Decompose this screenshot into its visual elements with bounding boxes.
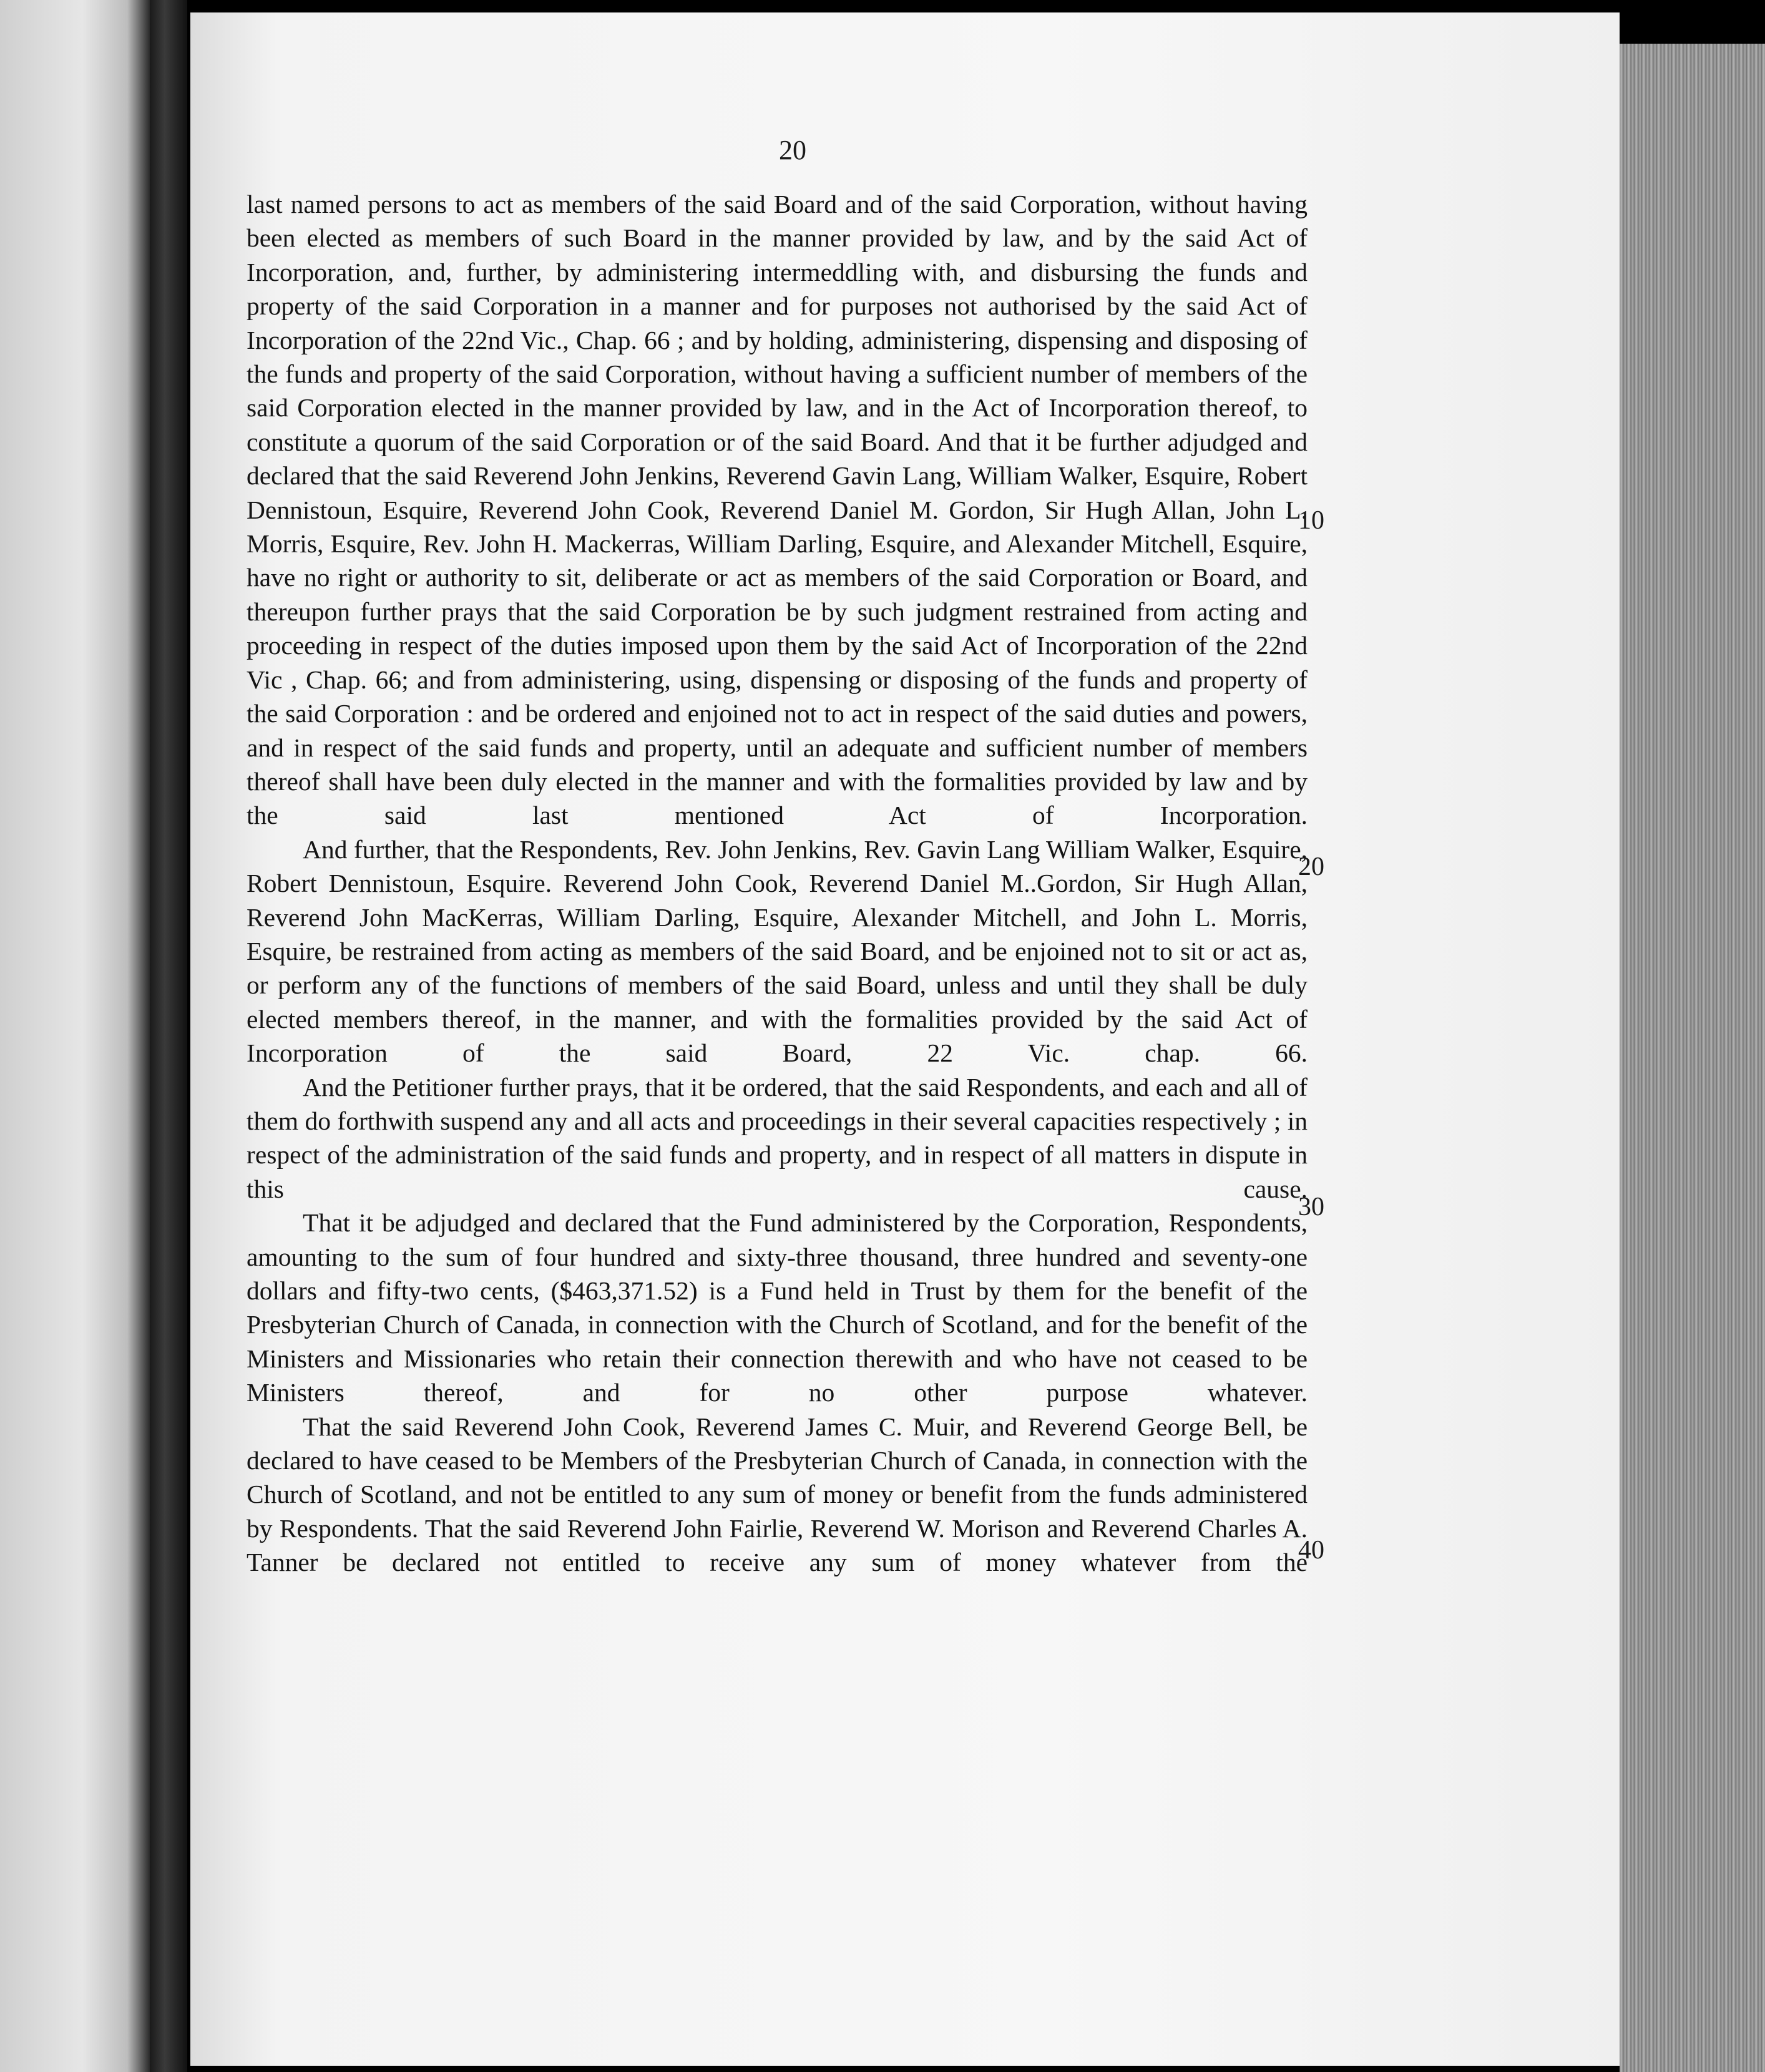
page-number: 20	[779, 135, 806, 165]
line-number-20: 20	[1298, 853, 1324, 881]
body-text	[247, 187, 1308, 1580]
paragraph-4: That it be adjudged and declared that the Fund administered by the Corporation, Respondents, amounting to the sum of four hundred and sixty-three thousand, three hundred and seventy-one dollars and fifty-two cents, ($463,371.52) is a Fund held in Trust by them for the benefit of the Presbyterian Church of Canada, in connection with the Church of Scotland, and for the benefit of the Ministers and Missionaries who retain their connection therewith and who have not ceased to be Ministers thereof, and for no other purpose whatever.	[247, 1208, 1308, 1407]
paragraph-3: And the Petitioner further prays, that it be ordered, that the said Respondents, and each and all of them do forthwith suspend any and all acts and proceedings in their several capacities respectively ; in respect of the administration of the said funds and property, and in respect of all matters in dispute in this cause.	[247, 1072, 1308, 1203]
paragraph-1: last named persons to act as members of the said Board and of the said Corporation, without having been elected as members of such Board in the manner provided by law, and by the said Act of Incorporation, and, further, by administering intermeddling with, and disbursing the funds and property of the said Corporation in a manner and for purposes not authorised by the said Act of Incorporation of the 22nd Vic., Chap. 66 ; and by holding, administering, dispensing and disposing of the funds and property of the said Corporation, without having a sufficient number of members of the said Corporation elected in the manner provided by law, and in the Act of Incorporation thereof, to constitute a quorum of the said Corporation or of the said Board. And that it be further adjudged and declared that the said Reverend John Jenkins, Reverend Gavin Lang, William Walker, Esquire, Robert Dennistoun, Esquire, Reverend John Cook, Reverend Daniel M. Gordon, Sir Hugh Allan, John L. Morris, Esquire, Rev. John H. Mackerras, William Darling, Esquire, and Alexander Mitchell, Esquire, have no right or authority to sit, deliberate or act as members of the said Corporation or Board, and thereupon further prays that the said Corporation be by such judgment restrained from acting and proceeding in respect of the duties imposed upon them by the said Act of Incorporation of the 22nd Vic , Chap. 66; and from administering, using, dispensing or disposing of the funds and property of the said Corporation : and be ordered and enjoined not to act in respect of the said duties and powers, and in respect of the said funds and property, until an adequate and sufficient number of members thereof shall have been duly elected in the manner and with the formalities provided by law and by the said last mentioned Act of Incorporation.	[247, 190, 1308, 830]
paragraph-2: And further, that the Respondents, Rev. John Jenkins, Rev. Gavin Lang William Walker, Esquire, Robert Dennistoun, Esquire. Reverend John Cook, Reverend Daniel M..Gordon, Sir Hugh Allan, Reverend John MacKerras, William Darling, Esquire, Alexander Mitchell, and John L. Morris, Esquire, be restrained from acting as members of the said Board, and be enjoined not to sit or act as, or perform any of the functions of members of the said Board, unless and until they shall be duly elected members thereof, in the manner, and with the formalities provided by the said Act of Incorporation of the said Board, 22 Vic. chap. 66.	[247, 834, 1308, 1068]
paragraph-5: That the said Reverend John Cook, Reverend James C. Muir, and Reverend George Bell, be declared to have ceased to be Members of the Presbyterian Church of Canada, in connection with the Church of Scotland, and not be entitled to any sum of money or benefit from the funds administered by Respondents. That the said Reverend John Fairlie, Reverend W. Morison and Reverend Charles A. Tanner be declared not entitled to receive any sum of money whatever from the	[247, 1412, 1308, 1577]
line-number-30: 30	[1298, 1193, 1324, 1221]
line-number-40: 40	[1298, 1536, 1324, 1565]
previous-page-edge	[0, 0, 150, 2072]
page-stack-edge	[1620, 44, 1765, 2072]
book-gutter	[150, 0, 187, 2072]
line-number-10: 10	[1298, 506, 1324, 535]
